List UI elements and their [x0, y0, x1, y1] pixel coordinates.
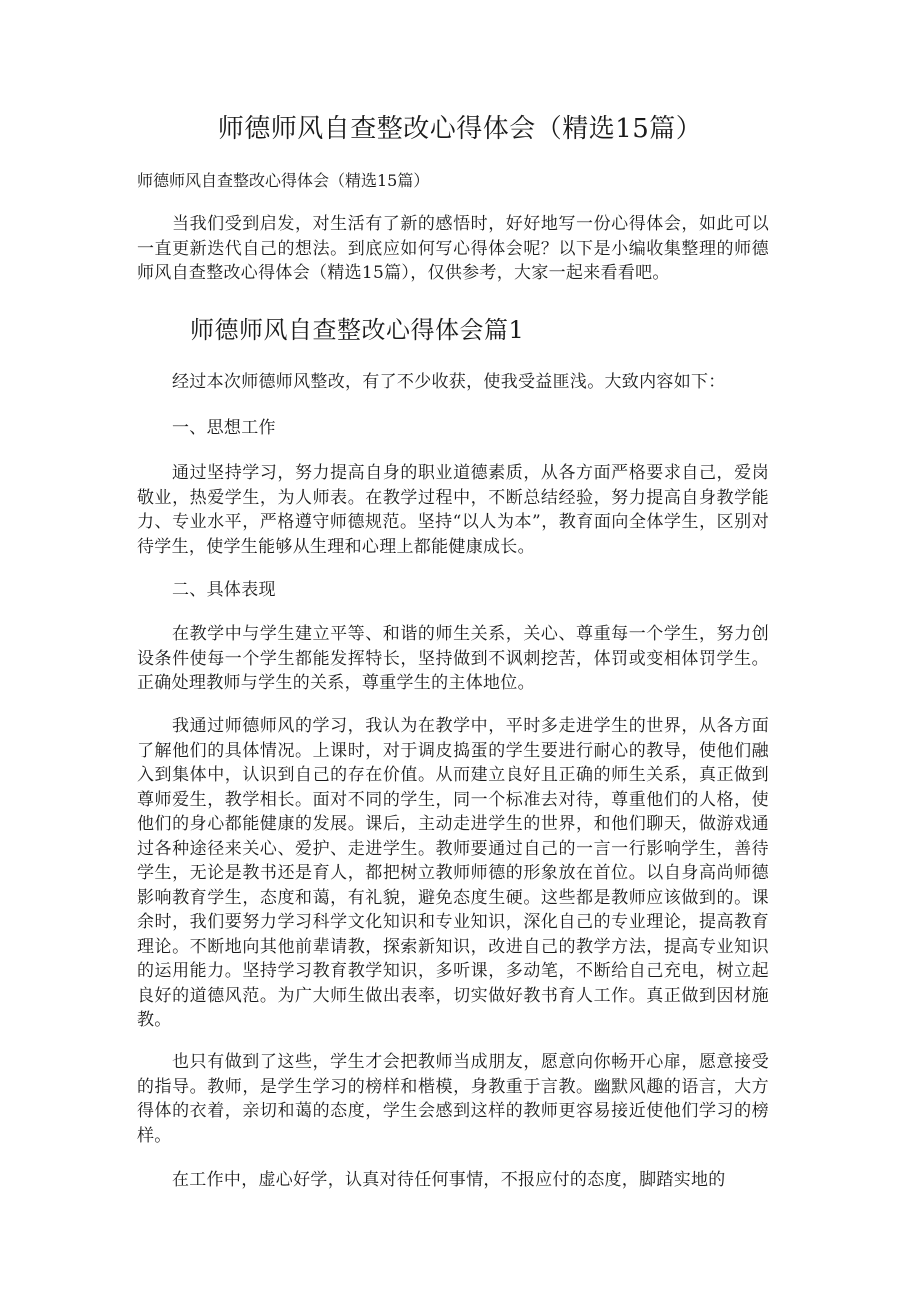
intro-paragraph: 当我们受到启发，对生活有了新的感悟时，好好地写一份心得体会，如此可以一直更新迭代自己的想法。到底应如何写心得体会呢？以下是小编收集整理的师德师风自查整改心得体会（精选15篇），仅供参考，大家一起来看看吧。: [137, 214, 769, 283]
paragraph: 在教学中与学生建立平等、和谐的师生关系，关心、尊重每一个学生，努力创设条件使每一个学生都能发挥特长，坚持做到不讽刺挖苦，体罚或变相体罚学生。正确处理教师与学生的关系，尊重学生的主体地位。: [137, 624, 769, 693]
paragraph: 在工作中，虚心好学，认真对待任何事情，不报应付的态度，脚踏实地的: [172, 1170, 726, 1190]
paragraph: 通过坚持学习，努力提高自身的职业道德素质，从各方面严格要求自己，爱岗敬业，热爱学生，为人师表。在教学过程中，不断总结经验，努力提高自身教学能力、专业水平，严格遵守师德规范。坚持“以人为本”，教育面向全体学生，区别对待学生，使学生能够从生理和心理上都能健康成长。: [137, 463, 769, 557]
paragraph: 也只有做到了这些，学生才会把教师当成朋友，愿意向你畅开心扉，愿意接受的指导。教师，是学生学习的榜样和楷模，身教重于言教。幽默风趣的语言，大方得体的衣着，亲切和蔼的态度，学生会感到这样的教师更容易接近使他们学习的榜样。: [137, 1052, 769, 1146]
paragraph: 我通过师德师风的学习，我认为在教学中，平时多走进学生的世界，从各方面了解他们的具体情况。上课时，对于调皮捣蛋的学生要进行耐心的教导，使他们融入到集体中，认识到自己的存在价值。从而建立良好且正确的师生关系，真正做到尊师爱生，教学相长。面对不同的学生，同一个标准去对待，尊重他们的人格，使他们的身心都能健康的发展。课后，主动走进学生的世界，和他们聊天，做游戏通过各种途径来关心、爱护、走进学生。教师要通过自己的一言一行影响学生，善待学生，无论是教书还是育人，都把树立教师师德的形象放在首位。以自身高尚师德影响教育学生，态度和蔼，有礼貌，避免态度生硬。这些都是教师应该做到的。课余时，我们要努力学习科学文化知识和专业知识，深化自己的专业理论，提高教育理论。不断地向其他前辈请教，探索新知识，改进自己的教学方法，提高专业知识的运用能力。坚持学习教育教学知识，多听课，多动笔，不断给自己充电，树立起良好的道德风范。为广大师生做出表率，切实做好教书育人工作。真正做到因材施教。: [137, 716, 769, 1030]
subheading-specific-performance: 二、具体表现: [172, 580, 276, 600]
paragraph: 经过本次师德师风整改，有了不少收获，使我受益匪浅。大致内容如下：: [172, 372, 726, 392]
subheading-thought-work: 一、思想工作: [172, 418, 276, 438]
section-heading: 师德师风自查整改心得体会篇1: [190, 316, 525, 344]
document-subtitle: 师德师风自查整改心得体会（精选15篇）: [137, 171, 430, 190]
document-title: 师德师风自查整改心得体会（精选15篇）: [217, 114, 703, 144]
